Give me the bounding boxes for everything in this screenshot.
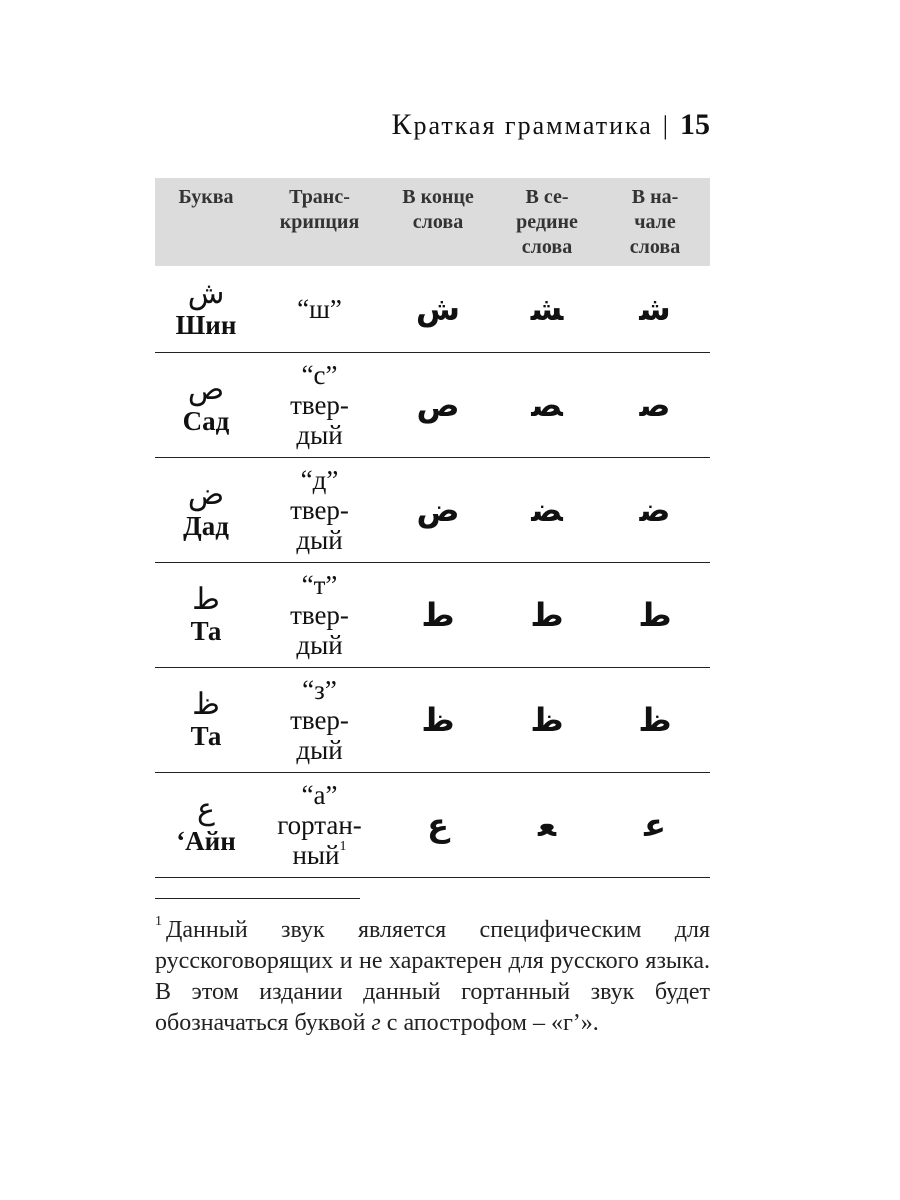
medial-form: ﺼ <box>494 352 600 457</box>
header-separator: | <box>662 111 670 140</box>
letter-name: Сад <box>182 405 230 436</box>
letter-cell <box>155 457 257 562</box>
running-head-title: раткая грамматика <box>413 111 653 140</box>
table-row <box>155 352 710 457</box>
initial-form: ﺻ <box>600 352 710 457</box>
column-header-initial: В на- чале слова <box>600 178 710 266</box>
column-header-letter: Буква <box>155 178 257 266</box>
transcription-text: “ш” <box>297 293 342 324</box>
letter-cell <box>155 352 257 457</box>
transcription-text: “с” твер- дый <box>290 359 349 450</box>
letter-cell <box>155 266 257 352</box>
medial-form: ظ <box>494 667 600 772</box>
transcription-text: “з” твер- дый <box>290 674 349 765</box>
footnote-ref: 1 <box>339 838 347 854</box>
table-header-row <box>155 178 710 266</box>
initial-form: ظ <box>600 667 710 772</box>
letter-name: Дад <box>183 510 229 541</box>
transcription-cell <box>257 266 382 352</box>
initial-form: ﺷ <box>600 266 710 352</box>
letter-arabic: ص <box>187 372 225 406</box>
letter-name: Шин <box>175 309 237 340</box>
initial-form: ﺿ <box>600 457 710 562</box>
final-form: ع <box>382 772 494 877</box>
table-row <box>155 457 710 562</box>
medial-form: ﻀ <box>494 457 600 562</box>
footnote-marker: 1 <box>155 914 162 929</box>
transcription-cell <box>257 562 382 667</box>
table-row <box>155 266 710 352</box>
final-form: ض <box>382 457 494 562</box>
transcription-text: “а” гортан- ный <box>277 779 362 870</box>
initial-form: ﻋ <box>600 772 710 877</box>
letter-cell <box>155 772 257 877</box>
footnote-text: Данный звук является специфическим для русскоговорящих и не характерен для русского языка. В этом издании данный гортанный звук будет обозначаться буквой <box>155 917 710 1036</box>
final-form: ش <box>382 266 494 352</box>
letters-table <box>155 178 710 878</box>
medial-form: ﺸ <box>494 266 600 352</box>
letter-name: Та <box>190 720 222 751</box>
transcription-cell <box>257 667 382 772</box>
title-first-letter: К <box>391 108 414 141</box>
transcription-cell <box>257 772 382 877</box>
footnote-divider <box>155 898 360 899</box>
final-form: ص <box>382 352 494 457</box>
running-head <box>0 108 710 142</box>
letter-arabic: ع <box>197 792 215 826</box>
medial-form: ط <box>494 562 600 667</box>
final-form: ط <box>382 562 494 667</box>
footnote <box>155 915 710 1039</box>
transcription-text: “т” твер- дый <box>290 569 349 660</box>
transcription-cell <box>257 457 382 562</box>
letter-arabic: ش <box>187 276 225 310</box>
letter-arabic: ض <box>187 477 225 511</box>
transcription-text: “д” твер- дый <box>290 464 349 555</box>
letter-name: Та <box>190 615 222 646</box>
table-row <box>155 772 710 877</box>
final-form: ظ <box>382 667 494 772</box>
letter-cell <box>155 667 257 772</box>
transcription-cell <box>257 352 382 457</box>
column-header-final: В конце слова <box>382 178 494 266</box>
letter-name: ‘Айн <box>176 825 236 856</box>
column-header-medial: В се- редине слова <box>494 178 600 266</box>
medial-form: ﻌ <box>494 772 600 877</box>
table-row <box>155 562 710 667</box>
letter-cell <box>155 562 257 667</box>
table-row <box>155 667 710 772</box>
letter-arabic: ط <box>192 582 220 616</box>
page-number: 15 <box>680 108 710 141</box>
footnote-italic-letter: г <box>371 1010 381 1036</box>
column-header-transcription: Транс- крипция <box>257 178 382 266</box>
initial-form: ط <box>600 562 710 667</box>
letter-arabic: ظ <box>192 687 220 721</box>
footnote-text-end: с апострофом – «г’». <box>386 1010 599 1036</box>
